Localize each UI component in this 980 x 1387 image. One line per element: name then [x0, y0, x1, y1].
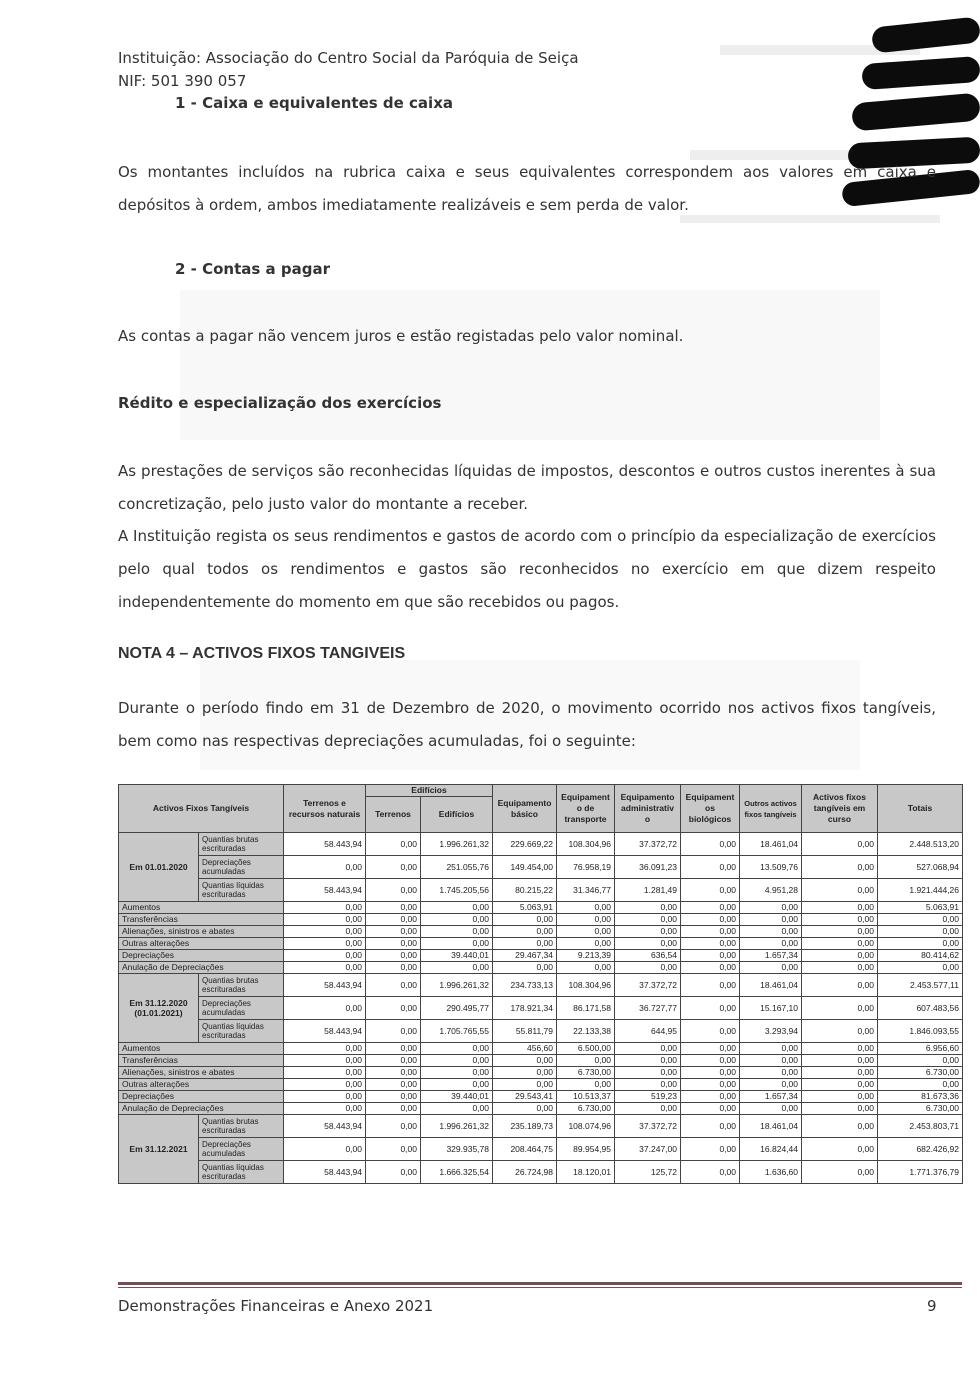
- value-cell: 58.443,94: [284, 1020, 366, 1043]
- value-cell: 18.461,04: [740, 974, 802, 997]
- value-cell: 29.467,34: [493, 950, 557, 962]
- table-body: [119, 833, 963, 1184]
- value-cell: 2.453.803,71: [878, 1115, 963, 1138]
- table-row: [119, 856, 963, 879]
- value-cell: 0,00: [366, 902, 421, 914]
- value-cell: 0,00: [284, 1079, 366, 1091]
- value-cell: 208.464,75: [493, 1138, 557, 1161]
- value-cell: 0,00: [681, 1161, 740, 1184]
- value-cell: 0,00: [421, 914, 493, 926]
- value-cell: 0,00: [366, 1020, 421, 1043]
- institution-name: Instituição: Associação do Centro Social da Paróquia de Seiça: [118, 49, 579, 67]
- value-cell: 16.824,44: [740, 1138, 802, 1161]
- value-cell: 76.958,19: [557, 856, 615, 879]
- value-cell: 125,72: [615, 1161, 681, 1184]
- paragraph-redito-2: A Instituição regista os seus rendimentos e gastos de acordo com o princípio da especialização de exercícios pelo qual todos os rendimentos e gastos são reconhecidos no exercício em que dizem respeito independentemente do momento em que são recebidos ou pagos.: [118, 527, 936, 611]
- value-cell: 0,00: [366, 1103, 421, 1115]
- value-cell: 58.443,94: [284, 1161, 366, 1184]
- value-cell: 0,00: [740, 914, 802, 926]
- value-cell: 6.500,00: [557, 1043, 615, 1055]
- value-cell: 6.956,60: [878, 1043, 963, 1055]
- value-cell: 13.509,76: [740, 856, 802, 879]
- value-cell: 636,54: [615, 950, 681, 962]
- row-label: Quantias brutas escrituradas: [199, 833, 284, 856]
- value-cell: 1.846.093,55: [878, 1020, 963, 1043]
- value-cell: 58.443,94: [284, 879, 366, 902]
- value-cell: 1.657,34: [740, 1091, 802, 1103]
- header-em-curso: Activos fixos tangíveis em curso: [802, 785, 878, 833]
- value-cell: 1.996.261,32: [421, 833, 493, 856]
- value-cell: 108.074,96: [557, 1115, 615, 1138]
- value-cell: 0,00: [366, 1043, 421, 1055]
- row-label: Quantias líquidas escrituradas: [199, 1020, 284, 1043]
- header-edificios: Edifícios: [421, 797, 493, 833]
- header-equip-admin: Equipamento administrativ o: [615, 785, 681, 833]
- movement-label: Depreciações: [119, 950, 284, 962]
- movement-row: [119, 950, 963, 962]
- value-cell: 0,00: [366, 962, 421, 974]
- value-cell: 31.346,77: [557, 879, 615, 902]
- movement-label: Aumentos: [119, 1043, 284, 1055]
- value-cell: 6.730,00: [878, 1103, 963, 1115]
- movement-row: [119, 938, 963, 950]
- value-cell: 0,00: [740, 902, 802, 914]
- section-title-contas: 2 - Contas a pagar: [175, 260, 331, 278]
- value-cell: 0,00: [284, 1043, 366, 1055]
- value-cell: 0,00: [878, 926, 963, 938]
- value-cell: 0,00: [740, 1079, 802, 1091]
- table-row: [119, 1138, 963, 1161]
- value-cell: 5.063,91: [878, 902, 963, 914]
- header-terrenos-recursos: Terrenos e recursos naturais: [284, 785, 366, 833]
- value-cell: 0,00: [615, 962, 681, 974]
- value-cell: 6.730,00: [557, 1103, 615, 1115]
- value-cell: 456,60: [493, 1043, 557, 1055]
- value-cell: 58.443,94: [284, 974, 366, 997]
- value-cell: 58.443,94: [284, 833, 366, 856]
- value-cell: 15.167,10: [740, 997, 802, 1020]
- value-cell: 0,00: [366, 997, 421, 1020]
- value-cell: 36.091,23: [615, 856, 681, 879]
- value-cell: 37.372,72: [615, 974, 681, 997]
- value-cell: 644,95: [615, 1020, 681, 1043]
- paragraph-caixa: Os montantes incluídos na rubrica caixa e seus equivalentes correspondem aos valores em caixa e depósitos à ordem, ambos imediatamente realizáveis e sem perda de valor.: [118, 163, 936, 214]
- value-cell: 0,00: [366, 950, 421, 962]
- period-label: Em 31.12.2020 (01.01.2021): [119, 974, 199, 1043]
- value-cell: 1.705.765,55: [421, 1020, 493, 1043]
- value-cell: 0,00: [366, 1055, 421, 1067]
- redaction-mark: [871, 16, 980, 53]
- value-cell: 0,00: [802, 856, 878, 879]
- value-cell: 37.247,00: [615, 1138, 681, 1161]
- value-cell: 0,00: [615, 914, 681, 926]
- value-cell: 1.996.261,32: [421, 1115, 493, 1138]
- movement-row: [119, 926, 963, 938]
- value-cell: 18.120,01: [557, 1161, 615, 1184]
- value-cell: 9.213,39: [557, 950, 615, 962]
- value-cell: 0,00: [366, 1067, 421, 1079]
- value-cell: 86.171,58: [557, 997, 615, 1020]
- value-cell: 607.483,56: [878, 997, 963, 1020]
- value-cell: 0,00: [615, 1079, 681, 1091]
- value-cell: 1.921.444,26: [878, 879, 963, 902]
- value-cell: 0,00: [366, 1115, 421, 1138]
- value-cell: 527.068,94: [878, 856, 963, 879]
- value-cell: 0,00: [740, 962, 802, 974]
- value-cell: 0,00: [615, 938, 681, 950]
- value-cell: 0,00: [284, 1103, 366, 1115]
- movement-label: Transferências: [119, 914, 284, 926]
- value-cell: 37.372,72: [615, 833, 681, 856]
- value-cell: 0,00: [878, 938, 963, 950]
- value-cell: 0,00: [366, 926, 421, 938]
- movement-label: Outras alterações: [119, 1079, 284, 1091]
- value-cell: 0,00: [557, 902, 615, 914]
- value-cell: 0,00: [557, 914, 615, 926]
- section-title-caixa: 1 - Caixa e equivalentes de caixa: [175, 94, 453, 112]
- value-cell: 0,00: [284, 926, 366, 938]
- value-cell: 0,00: [284, 938, 366, 950]
- value-cell: 0,00: [493, 914, 557, 926]
- redaction-mark: [861, 56, 980, 90]
- value-cell: 0,00: [802, 926, 878, 938]
- header-equip-bio: Equipament os biológicos: [681, 785, 740, 833]
- value-cell: 0,00: [615, 902, 681, 914]
- value-cell: 0,00: [421, 1103, 493, 1115]
- value-cell: 0,00: [557, 1055, 615, 1067]
- value-cell: 2.448.513,20: [878, 833, 963, 856]
- value-cell: 0,00: [681, 1103, 740, 1115]
- footer-title: Demonstrações Financeiras e Anexo 2021: [118, 1297, 434, 1315]
- table-row: [119, 1020, 963, 1043]
- table-row: [119, 879, 963, 902]
- movement-row: [119, 962, 963, 974]
- row-label: Depreciações acumuladas: [199, 997, 284, 1020]
- value-cell: 0,00: [421, 902, 493, 914]
- period-label: Em 31.12.2021: [119, 1115, 199, 1184]
- movement-label: Anulação de Depreciações: [119, 962, 284, 974]
- paragraph-contas: As contas a pagar não vencem juros e estão registadas pelo valor nominal.: [118, 327, 684, 345]
- paragraph-redito-1: As prestações de serviços são reconhecidas líquidas de impostos, descontos e outros custos inerentes à sua concretização, pelo justo valor do montante a receber.: [118, 462, 936, 513]
- value-cell: 0,00: [366, 938, 421, 950]
- value-cell: 1.771.376,79: [878, 1161, 963, 1184]
- value-cell: 0,00: [681, 974, 740, 997]
- header-equip-basico: Equipamento básico: [493, 785, 557, 833]
- value-cell: 0,00: [493, 926, 557, 938]
- value-cell: 0,00: [366, 1161, 421, 1184]
- value-cell: 0,00: [421, 1067, 493, 1079]
- header-equip-transporte: Equipament o de transporte: [557, 785, 615, 833]
- value-cell: 55.811,79: [493, 1020, 557, 1043]
- value-cell: 0,00: [802, 1067, 878, 1079]
- value-cell: 0,00: [681, 950, 740, 962]
- value-cell: 108.304,96: [557, 833, 615, 856]
- value-cell: 18.461,04: [740, 1115, 802, 1138]
- value-cell: 0,00: [284, 1055, 366, 1067]
- movement-label: Anulação de Depreciações: [119, 1103, 284, 1115]
- value-cell: 0,00: [493, 1067, 557, 1079]
- value-cell: 0,00: [557, 926, 615, 938]
- value-cell: 0,00: [740, 926, 802, 938]
- value-cell: 0,00: [284, 997, 366, 1020]
- value-cell: 0,00: [681, 879, 740, 902]
- table-row: [119, 1115, 963, 1138]
- header-activos: Activos Fixos Tangíveis: [119, 785, 284, 833]
- value-cell: 0,00: [366, 974, 421, 997]
- section-title-redito: Rédito e especialização dos exercícios: [118, 394, 442, 412]
- value-cell: 81.673,36: [878, 1091, 963, 1103]
- value-cell: 682.426,92: [878, 1138, 963, 1161]
- row-label: Depreciações acumuladas: [199, 856, 284, 879]
- value-cell: 0,00: [740, 1067, 802, 1079]
- value-cell: 0,00: [740, 1055, 802, 1067]
- value-cell: 0,00: [615, 1043, 681, 1055]
- value-cell: 0,00: [284, 902, 366, 914]
- value-cell: 0,00: [493, 962, 557, 974]
- value-cell: 26.724,98: [493, 1161, 557, 1184]
- movement-row: [119, 1043, 963, 1055]
- value-cell: 0,00: [615, 1103, 681, 1115]
- value-cell: 0,00: [681, 962, 740, 974]
- value-cell: 2.453.577,11: [878, 974, 963, 997]
- period-label: Em 01.01.2020: [119, 833, 199, 902]
- value-cell: 0,00: [681, 1138, 740, 1161]
- value-cell: 0,00: [284, 962, 366, 974]
- table-row: [119, 1161, 963, 1184]
- value-cell: 235.189,73: [493, 1115, 557, 1138]
- value-cell: 0,00: [284, 856, 366, 879]
- value-cell: 0,00: [802, 1079, 878, 1091]
- footer-rule: [118, 1282, 962, 1285]
- value-cell: 0,00: [681, 997, 740, 1020]
- value-cell: 0,00: [557, 962, 615, 974]
- value-cell: 0,00: [878, 962, 963, 974]
- movement-row: [119, 914, 963, 926]
- value-cell: 0,00: [681, 1091, 740, 1103]
- value-cell: 0,00: [802, 914, 878, 926]
- nota-title: NOTA 4 – ACTIVOS FIXOS TANGIVEIS: [118, 645, 406, 662]
- value-cell: 0,00: [802, 1138, 878, 1161]
- value-cell: 1.666.325,54: [421, 1161, 493, 1184]
- redaction-mark: [851, 92, 980, 131]
- value-cell: 80.414,62: [878, 950, 963, 962]
- header-edificios-group: Edifícios: [366, 785, 493, 797]
- value-cell: 0,00: [615, 1055, 681, 1067]
- footer-rule-thin: [118, 1287, 962, 1288]
- movement-label: Alienações, sinistros e abates: [119, 1067, 284, 1079]
- value-cell: 0,00: [681, 1043, 740, 1055]
- row-label: Quantias líquidas escrituradas: [199, 1161, 284, 1184]
- value-cell: 0,00: [366, 879, 421, 902]
- row-label: Quantias líquidas escrituradas: [199, 879, 284, 902]
- value-cell: 0,00: [802, 879, 878, 902]
- value-cell: 234.733,13: [493, 974, 557, 997]
- value-cell: 0,00: [615, 926, 681, 938]
- value-cell: 0,00: [802, 1043, 878, 1055]
- header-terrenos: Terrenos: [366, 797, 421, 833]
- value-cell: 0,00: [878, 914, 963, 926]
- value-cell: 1.636,60: [740, 1161, 802, 1184]
- value-cell: 0,00: [284, 914, 366, 926]
- value-cell: 6.730,00: [557, 1067, 615, 1079]
- value-cell: 0,00: [802, 962, 878, 974]
- value-cell: 0,00: [802, 1161, 878, 1184]
- row-label: Quantias brutas escrituradas: [199, 1115, 284, 1138]
- value-cell: 39.440,01: [421, 950, 493, 962]
- value-cell: 0,00: [421, 926, 493, 938]
- page-number: 9: [927, 1297, 937, 1315]
- movement-row: [119, 1079, 963, 1091]
- value-cell: 329.935,78: [421, 1138, 493, 1161]
- value-cell: 0,00: [740, 1103, 802, 1115]
- value-cell: 39.440,01: [421, 1091, 493, 1103]
- value-cell: 10.513,37: [557, 1091, 615, 1103]
- value-cell: 0,00: [681, 833, 740, 856]
- value-cell: 1.657,34: [740, 950, 802, 962]
- value-cell: 0,00: [681, 938, 740, 950]
- value-cell: 229.669,22: [493, 833, 557, 856]
- value-cell: 1.996.261,32: [421, 974, 493, 997]
- value-cell: 89.954,95: [557, 1138, 615, 1161]
- value-cell: 0,00: [681, 856, 740, 879]
- value-cell: 0,00: [681, 1020, 740, 1043]
- table-row: [119, 833, 963, 856]
- value-cell: 0,00: [493, 1079, 557, 1091]
- value-cell: 0,00: [802, 997, 878, 1020]
- header-totais: Totais: [878, 785, 963, 833]
- value-cell: 0,00: [878, 1055, 963, 1067]
- value-cell: 0,00: [802, 1020, 878, 1043]
- movement-row: [119, 902, 963, 914]
- value-cell: 0,00: [493, 1055, 557, 1067]
- nota-paragraph: Durante o período findo em 31 de Dezembro de 2020, o movimento ocorrido nos activos fixos tangíveis, bem como nas respectivas depreciações acumuladas, foi o seguinte:: [118, 699, 936, 750]
- value-cell: 0,00: [284, 1091, 366, 1103]
- value-cell: 0,00: [681, 914, 740, 926]
- movement-row: [119, 1103, 963, 1115]
- movement-label: Depreciações: [119, 1091, 284, 1103]
- value-cell: 0,00: [284, 1067, 366, 1079]
- value-cell: 1.745.205,56: [421, 879, 493, 902]
- value-cell: 0,00: [681, 902, 740, 914]
- value-cell: 0,00: [421, 1079, 493, 1091]
- value-cell: 0,00: [421, 938, 493, 950]
- value-cell: 0,00: [366, 1091, 421, 1103]
- value-cell: 0,00: [802, 938, 878, 950]
- value-cell: 37.372,72: [615, 1115, 681, 1138]
- value-cell: 0,00: [284, 1138, 366, 1161]
- value-cell: 0,00: [557, 938, 615, 950]
- value-cell: 0,00: [366, 833, 421, 856]
- value-cell: 149.454,00: [493, 856, 557, 879]
- value-cell: 0,00: [802, 974, 878, 997]
- value-cell: 80.215,22: [493, 879, 557, 902]
- value-cell: 22.133,38: [557, 1020, 615, 1043]
- value-cell: 519,23: [615, 1091, 681, 1103]
- show-through: [180, 290, 880, 440]
- nif: NIF: 501 390 057: [118, 72, 247, 90]
- value-cell: 0,00: [366, 1079, 421, 1091]
- value-cell: 5.063,91: [493, 902, 557, 914]
- value-cell: 0,00: [681, 1115, 740, 1138]
- value-cell: 0,00: [284, 950, 366, 962]
- value-cell: 0,00: [421, 1055, 493, 1067]
- value-cell: 0,00: [802, 902, 878, 914]
- movement-row: [119, 1067, 963, 1079]
- value-cell: 251.055,76: [421, 856, 493, 879]
- value-cell: 1.281,49: [615, 879, 681, 902]
- value-cell: 178.921,34: [493, 997, 557, 1020]
- value-cell: 0,00: [366, 856, 421, 879]
- value-cell: 3.293,94: [740, 1020, 802, 1043]
- value-cell: 0,00: [740, 1043, 802, 1055]
- fixed-assets-table: [118, 784, 963, 1184]
- header-outros: Outros activos fixos tangíveis: [740, 785, 802, 833]
- value-cell: 0,00: [421, 1043, 493, 1055]
- value-cell: 0,00: [615, 1067, 681, 1079]
- movement-row: [119, 1055, 963, 1067]
- value-cell: 0,00: [557, 1079, 615, 1091]
- value-cell: 0,00: [681, 926, 740, 938]
- table-row: [119, 974, 963, 997]
- value-cell: 4.951,28: [740, 879, 802, 902]
- value-cell: 0,00: [802, 1115, 878, 1138]
- value-cell: 0,00: [366, 914, 421, 926]
- row-label: Depreciações acumuladas: [199, 1138, 284, 1161]
- value-cell: 0,00: [493, 1103, 557, 1115]
- movement-label: Transferências: [119, 1055, 284, 1067]
- value-cell: 0,00: [802, 1091, 878, 1103]
- value-cell: 58.443,94: [284, 1115, 366, 1138]
- value-cell: 0,00: [802, 1055, 878, 1067]
- value-cell: 0,00: [802, 950, 878, 962]
- value-cell: 0,00: [802, 833, 878, 856]
- movement-label: Outras alterações: [119, 938, 284, 950]
- value-cell: 0,00: [740, 938, 802, 950]
- value-cell: 290.495,77: [421, 997, 493, 1020]
- table-row: [119, 997, 963, 1020]
- movement-label: Aumentos: [119, 902, 284, 914]
- value-cell: 0,00: [681, 1079, 740, 1091]
- value-cell: 0,00: [878, 1079, 963, 1091]
- row-label: Quantias brutas escrituradas: [199, 974, 284, 997]
- value-cell: 6.730,00: [878, 1067, 963, 1079]
- value-cell: 0,00: [681, 1067, 740, 1079]
- value-cell: 0,00: [493, 938, 557, 950]
- value-cell: 108.304,96: [557, 974, 615, 997]
- value-cell: 18.461,04: [740, 833, 802, 856]
- movement-row: [119, 1091, 963, 1103]
- value-cell: 0,00: [681, 1055, 740, 1067]
- value-cell: 0,00: [802, 1103, 878, 1115]
- movement-label: Alienações, sinistros e abates: [119, 926, 284, 938]
- value-cell: 0,00: [421, 962, 493, 974]
- value-cell: 29.543,41: [493, 1091, 557, 1103]
- value-cell: 0,00: [366, 1138, 421, 1161]
- value-cell: 36.727,77: [615, 997, 681, 1020]
